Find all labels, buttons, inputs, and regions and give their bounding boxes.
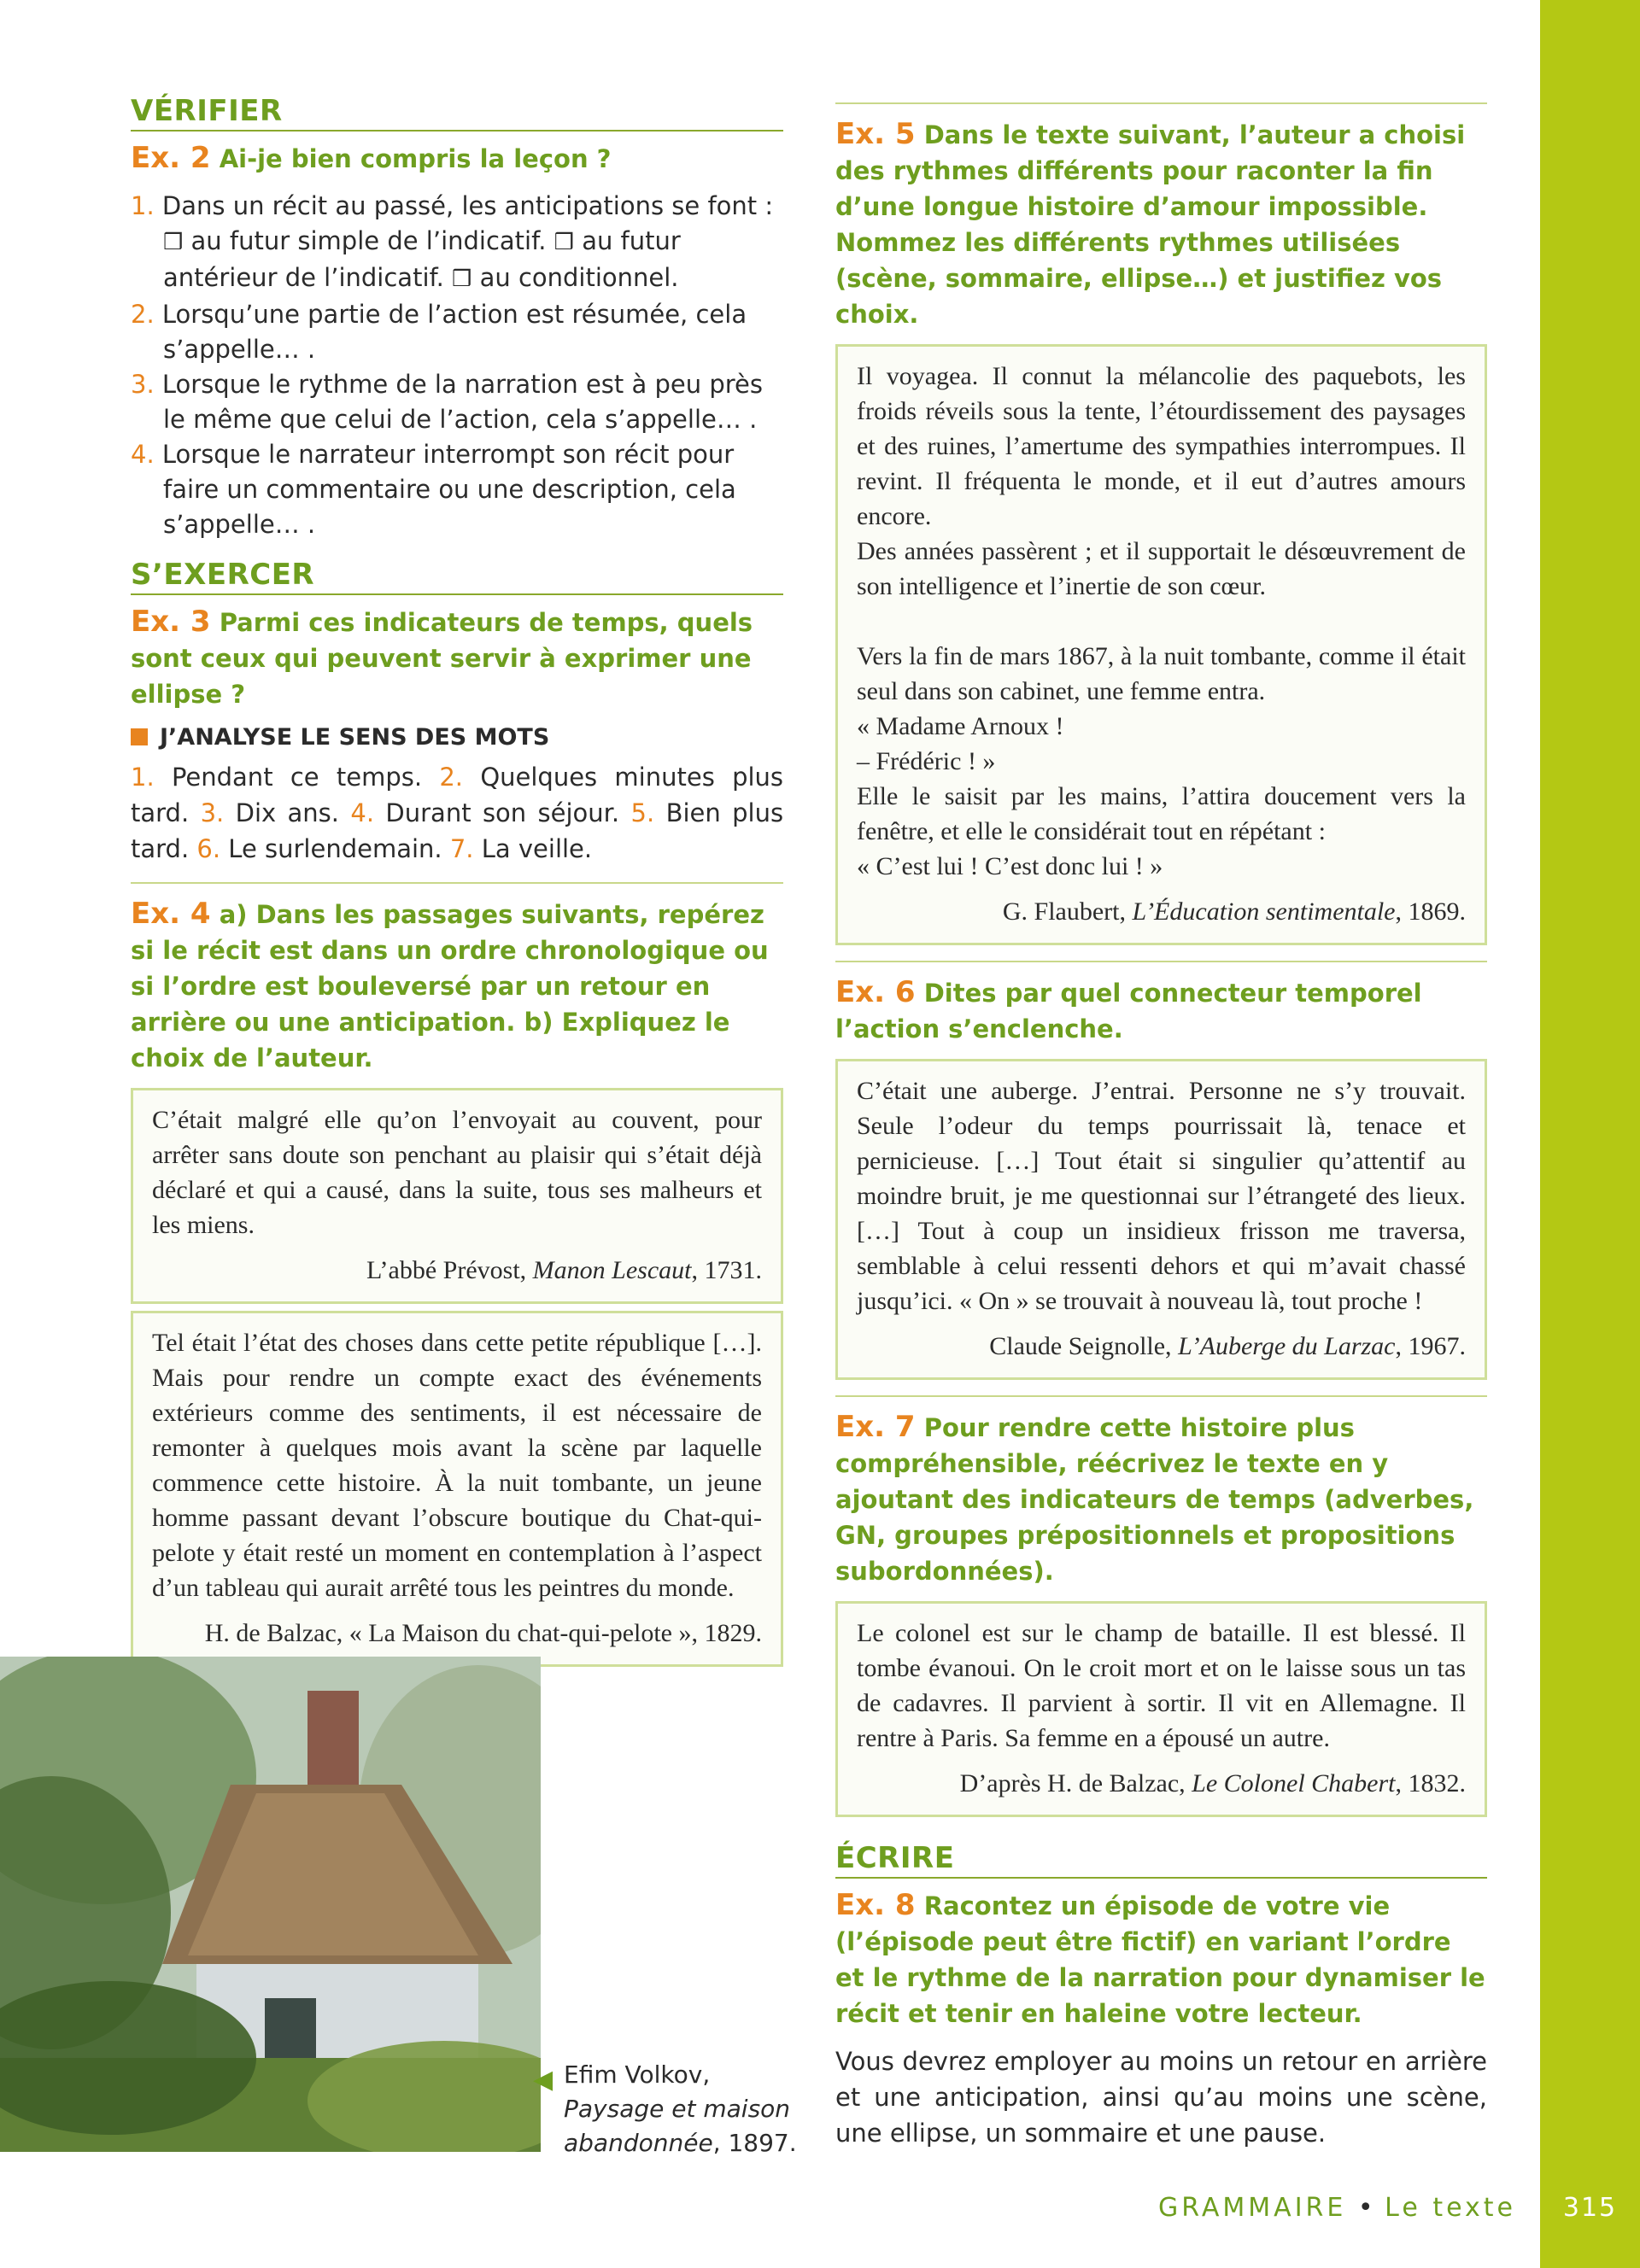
ex3-subhead: J’ANALYSE LE SENS DES MOTS (131, 724, 783, 751)
source-citation: D’après H. de Balzac, Le Colonel Chabert, 1832. (959, 1769, 1466, 1797)
ex6-instruction: Dites par quel connecteur temporel l’action s’enclenche. (835, 979, 1422, 1043)
divider (835, 961, 1487, 962)
ex4-instruction: a) Dans les passages suivants, repérez si le récit est dans un ordre chronologique ou si l’ordre est bouleversé par un retour en arrière ou une anticipation. b) Expliquez le choix de l’auteur. (131, 900, 769, 1073)
checkbox-icon[interactable]: ❒ (452, 266, 472, 292)
divider (131, 882, 783, 884)
ex3-number: Ex. 3 (131, 605, 211, 639)
painting-image (0, 1657, 541, 2152)
ex6-number: Ex. 6 (835, 975, 916, 1009)
divider (835, 102, 1487, 104)
ex5-instruction: Dans le texte suivant, l’auteur a choisi des rythmes différents pour raconter la fin d’une longue histoire d’amour impossible. Nommez les différents rythmes utilisées (scène, sommaire, ellipse…) et justifiez vos choix. (835, 120, 1466, 329)
ex8-title (835, 1887, 1487, 2031)
square-bullet-icon (131, 728, 148, 745)
footer-chapter: Le texte (1385, 2193, 1516, 2223)
ex6-title (835, 974, 1487, 1047)
ex2-title (131, 140, 783, 177)
right-column (835, 102, 1487, 2151)
page-number: 315 (1562, 2193, 1618, 2223)
ex5-text-box: Il voyagea. Il connut la mélancolie des paquebots, les froids réveils sous la tente, l’étourdissement des paysages et des ruines, l’amertume des sympathies interrompues. Il revint. Il fréquenta le monde, et il eut d’autres amours encore. Des années passèrent ; et il supportait le désœuvrement de son intelligence et l’inertie de son cœur. Vers la fin de mars 1867, à la nuit tombante, comme il était seul dans son cabinet, une femme entra. « Madame Arnoux ! – Frédéric ! » Elle le saisit par les mains, l’attira doucement vers la fenêtre, et elle le considérait tout en répétant : « C’est lui ! C’est donc lui ! » G. Flaubert, L’Éducation sentimentale, 1869. (835, 344, 1487, 945)
ex8-text: Vous devrez employer au moins un retour en arrière et une anticipation, ainsi qu’au moins une scène, une ellipse, un sommaire et une pause. (835, 2047, 1487, 2148)
ex5-title (835, 116, 1487, 332)
ex7-number: Ex. 7 (835, 1410, 916, 1444)
page-side-band (1540, 0, 1640, 2268)
ex4-text-box-1: C’était malgré elle qu’on l’envoyait au couvent, pour arrêter sans doute son penchant au plaisir qui s’était déjà déclaré et qui a causé, dans la suite, tous ses malheurs et les miens. L’abbé Prévost, Manon Lescaut, 1731. (131, 1088, 783, 1304)
footer-section: GRAMMAIRE (1158, 2193, 1347, 2223)
ex4-title (131, 896, 783, 1076)
ex3-instruction: Parmi ces indicateurs de temps, quels sont ceux qui peuvent servir à exprimer une ellipse ? (131, 608, 753, 709)
list-item: 4. Lorsque le narrateur interrompt son récit pour faire un commentaire ou une description, cela s’appelle… . (131, 440, 736, 539)
ex2-questions (131, 189, 783, 542)
ex3-title (131, 604, 783, 712)
list-item: 1. Dans un récit au passé, les anticipations se font : ❒ au futur simple de l’indicatif. ❒ au futur antérieur de l’indicatif. ❒ au conditionnel. (131, 191, 774, 292)
section-heading-verifier: VÉRIFIER (131, 94, 783, 132)
ex6-text-box: C’était une auberge. J’entrai. Personne ne s’y trouvait. Seule l’odeur du temps pourrissait là, tenace et pernicieuse. […] Tout était si singulier qu’attentif au moindre bruit, je me questionnai sur l’étrangeté des lieux. […] Tout à coup un insidieux frisson me traversa, semblable à celui ressenti dehors et qui m’avait chassé jusqu’ici. « On » se trouvait à nouveau là, tout proche ! Claude Seignolle, L’Auberge du Larzac, 1967. (835, 1059, 1487, 1380)
divider (835, 1395, 1487, 1397)
list-item: 2. Lorsqu’une partie de l’action est résumée, cela s’appelle… . (131, 300, 747, 364)
footer-bullet: • (1357, 2193, 1374, 2223)
ex2-instruction: Ai-je bien compris la leçon ? (219, 144, 612, 173)
checkbox-icon[interactable]: ❒ (163, 230, 184, 255)
ex8-instruction: Racontez un épisode de votre vie (l’épisode peut être fictif) en variant l’ordre et le rythme de la narration pour dynamiser le récit et tenir en haleine votre lecteur. (835, 1891, 1485, 2028)
ex2-number: Ex. 2 (131, 141, 211, 175)
ex4-text-box-2: Tel était l’état des choses dans cette petite république […]. Mais pour rendre un compte exact des événements extérieurs comme des sentiments, il est nécessaire de remonter à quelques mois avant la scène par laquelle commence cette histoire. À la nuit tombante, un jeune homme passant devant l’obscure boutique du Chat-qui-pelote y était resté un moment en contemplation à l’aspect d’un tableau qui aurait arrêté tous les peintres du monde. H. de Balzac, « La Maison du chat-qui-pelote », 1829. (131, 1311, 783, 1667)
source-citation: L’abbé Prévost, Manon Lescaut, 1731. (366, 1256, 762, 1284)
source-citation: G. Flaubert, L’Éducation sentimentale, 1869. (1002, 897, 1466, 926)
ex5-number: Ex. 5 (835, 117, 916, 151)
section-heading-ecrire: ÉCRIRE (835, 1841, 1487, 1879)
ex3-items: 1. Pendant ce temps. 2. Quelques minutes plus tard. 3. Dix ans. 4. Durant son séjour. 5. Bien plus tard. 6. Le surlendemain. 7. La veille. (131, 763, 784, 863)
ex7-instruction: Pour rendre cette histoire plus compréhensible, réécrivez le texte en y ajoutant des indicateurs de temps (adverbes, GN, groupes prépositionnels et propositions subordonnées). (835, 1413, 1474, 1586)
ex7-title (835, 1409, 1487, 1589)
running-footer (1157, 2193, 1516, 2223)
caret-left-icon: ◀ (533, 2065, 554, 2095)
ex8-number: Ex. 8 (835, 1888, 916, 1922)
ex7-text-box: Le colonel est sur le champ de bataille. Il est blessé. Il tombe évanoui. On le croit mort et on le laisse sous un tas de cadavres. Il parvient à sortir. Il vit en Allemagne. Il rentre à Paris. Sa femme en a épousé un autre. D’après H. de Balzac, Le Colonel Chabert, 1832. (835, 1601, 1487, 1817)
checkbox-icon[interactable]: ❒ (554, 230, 574, 255)
left-column (131, 94, 783, 1674)
ex4-number: Ex. 4 (131, 897, 211, 931)
list-item: 3. Lorsque le rythme de la narration est à peu près le même que celui de l’action, cela s’appelle… . (131, 370, 763, 434)
painting-caption: ◀ Efim Volkov, Paysage et maison abandonnée, 1897. (533, 2060, 797, 2157)
source-citation: H. de Balzac, « La Maison du chat-qui-pelote », 1829. (204, 1619, 762, 1647)
source-citation: Claude Seignolle, L’Auberge du Larzac, 1967. (989, 1332, 1466, 1360)
section-heading-sexercer: S’EXERCER (131, 558, 783, 595)
